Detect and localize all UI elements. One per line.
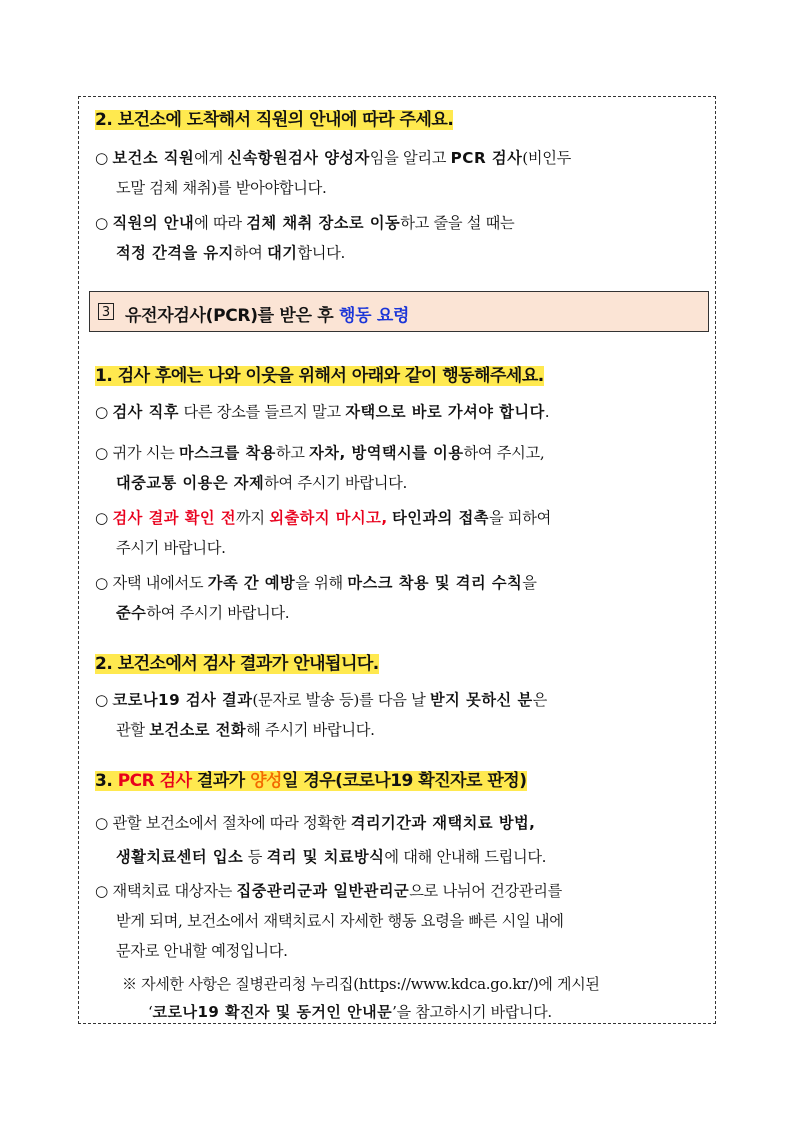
text: 에 대해 안내해 드립니다. xyxy=(384,848,547,866)
text: ’을 참고하시기 바랍니다. xyxy=(392,1003,552,1021)
text: 하여 주시기 바랍니다. xyxy=(146,604,290,622)
heading-text xyxy=(95,771,527,791)
text: 에게 xyxy=(194,149,228,167)
text: . xyxy=(544,403,550,421)
bold-text: 격리기간과 재택치료 방법, xyxy=(350,814,536,832)
bullet: ○ xyxy=(95,444,108,462)
text: 하여 주시고, xyxy=(463,444,545,462)
bullet: ○ xyxy=(95,814,108,832)
text: 받게 되며, 보건소에서 재택치료시 자세한 행동 요령을 빠른 시일 내에 xyxy=(116,912,564,930)
text: 하여 주시기 바랍니다. xyxy=(264,474,408,492)
bold-text: 마스크 착용 및 격리 수칙 xyxy=(347,574,523,592)
bold-text: 받지 못하신 분 xyxy=(430,691,533,709)
text: (문자로 발송 등)를 다음 날 xyxy=(252,691,431,709)
text: 관할 xyxy=(116,721,150,739)
text: 은 xyxy=(532,691,547,709)
bold-text: 검사 직후 xyxy=(112,403,179,421)
bold-text: 검체 채취 장소로 이동 xyxy=(246,214,401,232)
bold-text: 자차, 방역택시를 이용 xyxy=(309,444,464,462)
bold-text: 신속항원검사 양성자 xyxy=(227,149,370,167)
heading-part: PCR 검사 xyxy=(117,771,192,791)
bold-text: 코로나19 검사 결과 xyxy=(112,691,253,709)
text: ‘ xyxy=(148,1003,153,1021)
text: 하고 xyxy=(275,444,310,462)
list-item xyxy=(95,568,710,628)
list-item xyxy=(95,876,710,966)
title-highlight: 행동 요령 xyxy=(339,306,410,326)
bold-text: 대기 xyxy=(267,244,298,262)
bullet: ○ xyxy=(95,509,108,527)
heading-text: 1. 검사 후에는 나와 이웃을 위해서 아래와 같이 행동해주세요. xyxy=(95,366,544,386)
bullet: ○ xyxy=(95,691,108,709)
bold-text: 생활치료센터 입소 xyxy=(116,848,244,866)
text: 문자로 안내할 예정입니다. xyxy=(116,942,288,960)
text: 관할 보건소에서 절차에 따라 정확한 xyxy=(112,814,351,832)
bold-text: 자택으로 바로 가셔야 합니다 xyxy=(345,403,545,421)
bold-text: 타인과의 접촉 xyxy=(392,509,489,527)
bold-text: 직원의 안내 xyxy=(112,214,195,232)
text: 주시기 바랍니다. xyxy=(116,539,226,557)
reference-note xyxy=(122,970,600,1026)
bold-text: 마스크를 착용 xyxy=(179,444,276,462)
text: 으로 나뉘어 건강관리를 xyxy=(409,882,562,900)
warning-text: 검사 결과 확인 전 xyxy=(112,509,237,527)
bold-text: 격리 및 치료방식 xyxy=(266,848,385,866)
section-title-box xyxy=(89,291,709,332)
text: 다른 장소를 들르지 말고 xyxy=(178,403,346,421)
text: 하여 xyxy=(233,244,268,262)
bold-text: PCR 검사 xyxy=(450,149,523,167)
bullet: ○ xyxy=(95,403,108,421)
title-text: 유전자검사(PCR)를 받은 후 xyxy=(125,306,340,326)
bullet: ○ xyxy=(95,214,108,232)
text: 을 피하여 xyxy=(488,509,551,527)
section-number: 3 xyxy=(98,303,114,320)
bold-text: 가족 간 예방 xyxy=(207,574,296,592)
text: (비인두 xyxy=(522,149,572,167)
bold-text: 집중관리군과 일반관리군 xyxy=(236,882,410,900)
heading-text: 2. 보건소에서 검사 결과가 안내됩니다. xyxy=(95,654,379,674)
bold-text: 대중교통 이용은 자제 xyxy=(116,474,265,492)
list-item xyxy=(95,143,710,203)
note-mark: ※ xyxy=(122,975,137,993)
warning-text: 외출하지 마시고, xyxy=(269,509,388,527)
bold-text: 보건소 직원 xyxy=(112,149,195,167)
list-item xyxy=(95,806,710,874)
list-item xyxy=(95,208,710,268)
section-title xyxy=(125,301,409,326)
text: 에 따라 xyxy=(194,214,247,232)
text: 귀가 시는 xyxy=(112,444,180,462)
list-item xyxy=(95,438,710,498)
text: 도말 검체 채취)를 받아야합니다. xyxy=(116,179,327,197)
bold-text: 코로나19 확진자 및 동거인 안내문 xyxy=(152,1003,393,1021)
list-item xyxy=(95,397,710,427)
text: 자택 내에서도 xyxy=(112,574,208,592)
list-item xyxy=(95,503,710,563)
text: 합니다. xyxy=(297,244,346,262)
section-heading xyxy=(95,766,527,791)
bullet: ○ xyxy=(95,149,108,167)
heading-part: 양성 xyxy=(250,771,282,791)
text: 하고 줄을 설 때는 xyxy=(400,214,515,232)
text: 해 주시기 바랍니다. xyxy=(246,721,375,739)
section-heading xyxy=(95,649,379,674)
text: 임을 알리고 xyxy=(369,149,451,167)
bold-text: 적정 간격을 유지 xyxy=(116,244,234,262)
bullet: ○ xyxy=(95,574,108,592)
section-heading xyxy=(95,361,544,386)
heading-part: 일 경우(코로나19 확진자로 판정) xyxy=(281,771,527,791)
section-heading xyxy=(95,105,453,130)
text: 까지 xyxy=(236,509,270,527)
bullet: ○ xyxy=(95,882,108,900)
heading-part: 3. xyxy=(95,771,118,791)
bold-text: 보건소로 전화 xyxy=(149,721,247,739)
bold-text: 준수 xyxy=(116,604,147,622)
text: 을 xyxy=(522,574,537,592)
text: 자세한 사항은 질병관리청 누리집(https://www.kdca.go.kr/)에 게시된 xyxy=(136,975,600,993)
text: 을 위해 xyxy=(295,574,348,592)
heading-text: 2. 보건소에 도착해서 직원의 안내에 따라 주세요. xyxy=(95,110,454,130)
heading-part: 결과가 xyxy=(191,771,251,791)
text: 등 xyxy=(243,848,267,866)
list-item xyxy=(95,685,710,745)
text: 재택치료 대상자는 xyxy=(112,882,237,900)
